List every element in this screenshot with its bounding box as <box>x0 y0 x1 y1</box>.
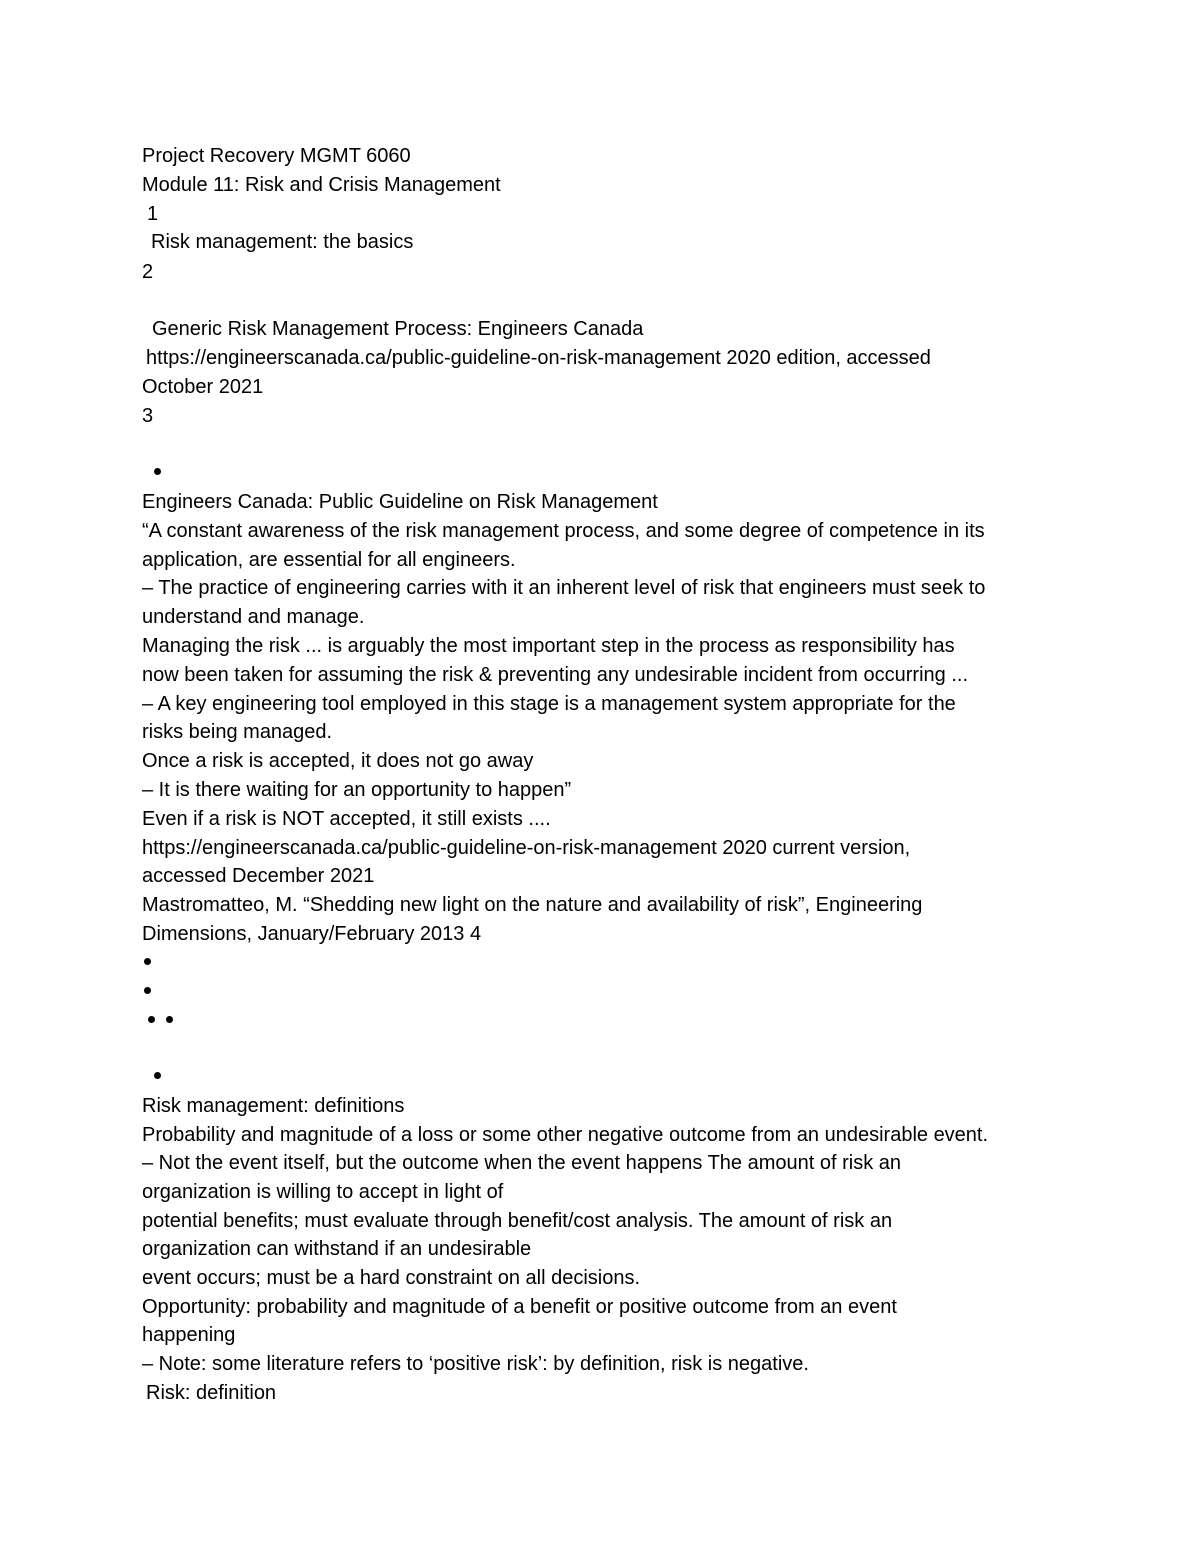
slide-number: 3 <box>142 405 154 427</box>
paragraph-line: understand and manage. <box>142 606 365 628</box>
citation-text: Dimensions, January/February 2013 4 <box>142 923 482 945</box>
paragraph-line: Probability and magnitude of a loss or some other negative outcome from an undesirable event. <box>142 1124 989 1146</box>
doc-title: Project Recovery MGMT 6060 <box>142 145 411 167</box>
paragraph-line: – The practice of engineering carries with it an inherent level of risk that engineers must seek to <box>142 577 986 599</box>
paragraph-line: – It is there waiting for an opportunity to happen” <box>142 779 572 801</box>
paragraph-line: Managing the risk ... is arguably the most important step in the process as responsibility has <box>142 635 955 657</box>
paragraph-line: risks being managed. <box>142 721 333 743</box>
bullet-icon <box>148 1016 155 1023</box>
slide-number: 2 <box>142 261 154 283</box>
section-heading: Risk: definition <box>146 1382 277 1404</box>
paragraph-line: event occurs; must be a hard constraint on all decisions. <box>142 1267 641 1289</box>
paragraph-line: now been taken for assuming the risk & preventing any undesirable incident from occurring ... <box>142 664 968 686</box>
paragraph-line: Even if a risk is NOT accepted, it still exists .... <box>142 808 551 830</box>
module-heading: Module 11: Risk and Crisis Management <box>142 174 501 196</box>
paragraph-line: organization can withstand if an undesirable <box>142 1238 532 1260</box>
paragraph-line: happening <box>142 1324 236 1346</box>
paragraph-line: – Not the event itself, but the outcome when the event happens The amount of risk an <box>142 1152 901 1174</box>
section-heading: Risk management: the basics <box>151 231 414 253</box>
reference-text: https://engineerscanada.ca/public-guideline-on-risk-management 2020 edition, accessed <box>146 347 931 369</box>
bullet-icon <box>154 1072 161 1079</box>
paragraph-line: – Note: some literature refers to ‘positive risk’: by definition, risk is negative. <box>142 1353 809 1375</box>
paragraph-line: potential benefits; must evaluate through benefit/cost analysis. The amount of risk an <box>142 1210 893 1232</box>
citation-text: Mastromatteo, M. “Shedding new light on the nature and availability of risk”, Engineering <box>142 894 923 916</box>
bullet-icon <box>144 958 151 965</box>
section-heading: Generic Risk Management Process: Engineers Canada <box>152 318 644 340</box>
section-heading: Engineers Canada: Public Guideline on Risk Management <box>142 491 658 513</box>
bullet-icon <box>144 987 151 994</box>
paragraph-line: application, are essential for all engineers. <box>142 549 516 571</box>
bullet-icon <box>154 468 161 475</box>
paragraph-line: Once a risk is accepted, it does not go away <box>142 750 534 772</box>
paragraph-line: organization is willing to accept in light of <box>142 1181 504 1203</box>
bullet-icon <box>166 1016 173 1023</box>
slide-number: 1 <box>147 203 159 225</box>
section-heading: Risk management: definitions <box>142 1095 405 1117</box>
paragraph-line: Opportunity: probability and magnitude of a benefit or positive outcome from an event <box>142 1296 897 1318</box>
paragraph-line: – A key engineering tool employed in this stage is a management system appropriate for the <box>142 693 956 715</box>
reference-text: October 2021 <box>142 376 264 398</box>
reference-text: accessed December 2021 <box>142 865 375 887</box>
reference-text: https://engineerscanada.ca/public-guideline-on-risk-management 2020 current version, <box>142 837 911 859</box>
paragraph-line: “A constant awareness of the risk management process, and some degree of competence in its <box>142 520 985 542</box>
